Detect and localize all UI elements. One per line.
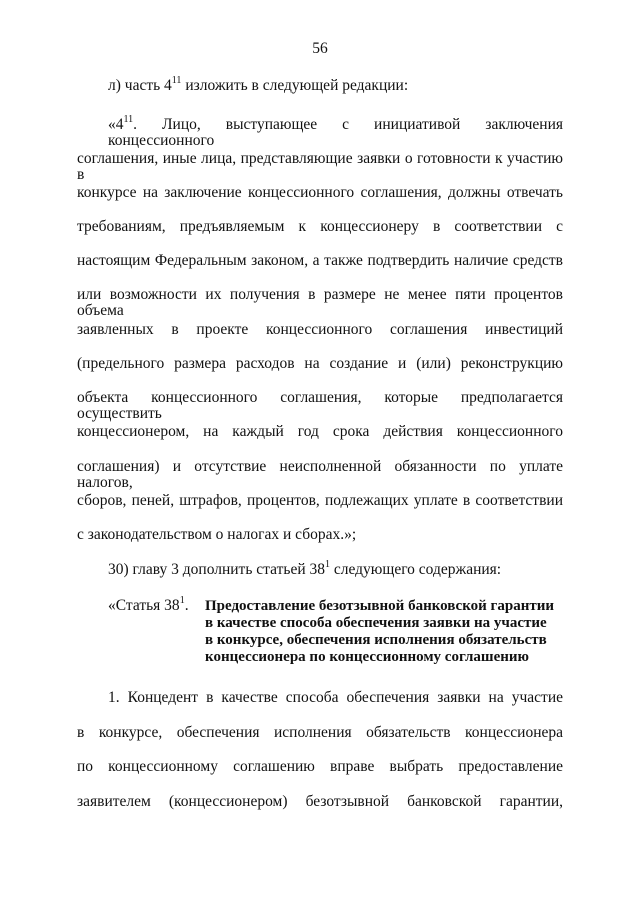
superscript: 1 xyxy=(179,595,185,606)
text-fragment: 30) главу 3 дополнить статьей 38 xyxy=(108,561,325,578)
text-fragment: . xyxy=(184,597,189,614)
superscript: 11 xyxy=(171,75,182,86)
paragraph-item-30 xyxy=(108,559,502,578)
quote-line: (предельного размера расходов на создание и (или) реконструкцию xyxy=(77,355,563,372)
quote-first-line xyxy=(108,114,563,149)
article-title-line: в конкурсе, обеспечения исполнения обязательств xyxy=(205,632,547,648)
quote-line: или возможности их получения в размере не менее пяти процентов объема xyxy=(77,286,563,319)
quote-line: сборов, пеней, штрафов, процентов, подлежащих уплате в соответствии xyxy=(77,492,563,509)
text-fragment: «Статья 38 xyxy=(108,597,180,614)
article-title-line: в качестве способа обеспечения заявки на участие xyxy=(205,615,547,631)
superscript: 1 xyxy=(325,559,330,570)
quote-line: объекта концессионного соглашения, которые предполагается осуществить xyxy=(77,389,563,422)
page-number: 56 xyxy=(312,40,328,57)
paragraph-item-l xyxy=(108,75,409,94)
clause-line: в конкурсе, обеспечения исполнения обязательств концессионера xyxy=(77,724,563,741)
quote-last-line: с законодательством о налогах и сборах.»; xyxy=(77,526,357,543)
quote-line: соглашения, иные лица, представляющие заявки о готовности к участию в xyxy=(77,150,563,183)
quote-line: настоящим Федеральным законом, а также подтвердить наличие средств xyxy=(77,252,563,269)
article-title-line: концессионера по концессионному соглашению xyxy=(205,649,530,665)
quote-line: требованиям, предъявляемым к концессионеру в соответствии с xyxy=(77,218,563,235)
clause-first-line: 1. Концедент в качестве способа обеспечения заявки на участие xyxy=(108,689,563,706)
article-label xyxy=(108,595,189,614)
text-fragment: изложить в следующей редакции: xyxy=(181,77,409,94)
text-fragment: л) часть 4 xyxy=(108,77,172,94)
article-title xyxy=(205,598,575,666)
text-fragment: «4 xyxy=(108,116,124,133)
text-fragment: следующего содержания: xyxy=(330,561,502,578)
clause-line: по концессионному соглашению вправе выбрать предоставление xyxy=(77,758,563,775)
quote-line: концессионером, на каждый год срока действия концессионного xyxy=(77,423,563,440)
quote-line: заявленных в проекте концессионного соглашения инвестиций xyxy=(77,321,563,338)
quote-line: соглашения) и отсутствие неисполненной обязанности по уплате налогов, xyxy=(77,458,563,491)
article-title-line: Предоставление безотзывной банковской гарантии xyxy=(205,598,555,614)
superscript: 11 xyxy=(123,114,134,125)
text-fragment: . Лицо, выступающее с инициативой заключения концессионного xyxy=(108,116,563,149)
quote-line: конкурсе на заключение концессионного соглашения, должны отвечать xyxy=(77,184,563,201)
clause-line: заявителем (концессионером) безотзывной банковской гарантии, xyxy=(77,793,563,810)
